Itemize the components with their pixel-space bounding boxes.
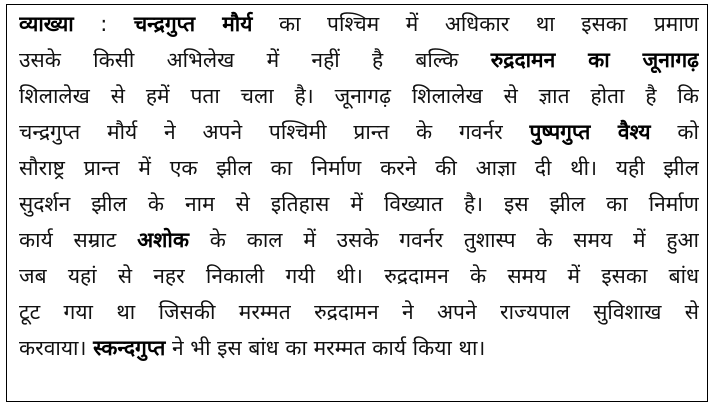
- bold-pushyagupta-vaishya: पुष्पगुप्त वैश्य: [529, 120, 651, 144]
- line-5-text: सौराष्ट्र प्रान्त में एक झील का निर्माण करने की आज्ञा दी थी। यही झील: [19, 156, 699, 180]
- paragraph-line-5: [19, 151, 699, 185]
- label-explanation: व्याख्या: [19, 12, 74, 36]
- line-10-text: करवाया।: [19, 336, 94, 360]
- paragraph-line-10: [19, 331, 699, 365]
- line-8-text: जब यहां से नहर निकाली गयी थी। रुद्रदामन के समय में इसका बांध: [19, 264, 699, 288]
- line-1-colon: :: [73, 12, 134, 36]
- paragraph-line-4: [19, 115, 699, 149]
- line-1-rest: का पश्चिम में अधिकार था इसका प्रमाण: [252, 12, 699, 36]
- line-6-text: सुदर्शन झील के नाम से इतिहास में विख्यात है। इस झील का निर्माण: [19, 192, 699, 216]
- paragraph-line-2: [19, 43, 699, 77]
- line-3-text: शिलालेख से हमें पता चला है। जूनागढ़ शिलालेख से ज्ञात होता है कि: [19, 84, 699, 108]
- paragraph-line-9: [19, 295, 699, 329]
- line-7-rest: के काल में उसके गवर्नर तुशास्प के समय में हुआ: [189, 228, 699, 252]
- bold-chandragupta-maurya: चन्द्रगुप्त मौर्य: [133, 12, 253, 36]
- paragraph-line-3: [19, 79, 699, 113]
- line-9-text: टूट गया था जिसकी मरम्मत रुद्रदामन ने अपने राज्यपाल सुविशाख से: [19, 300, 699, 324]
- line-2-text: उसके किसी अभिलेख में नहीं है बल्कि: [19, 48, 491, 72]
- paragraph-line-6: [19, 187, 699, 221]
- paragraph-line-8: [19, 259, 699, 293]
- text-document: [6, 4, 708, 402]
- line-4-rest: को: [650, 120, 699, 144]
- line-7-text: कार्य सम्राट: [19, 228, 138, 252]
- line-4-text: चन्द्रगुप्त मौर्य ने अपने पश्चिमी प्रान्त के गवर्नर: [19, 120, 530, 144]
- paragraph-line-1: [19, 7, 699, 41]
- bold-ashoka: अशोक: [137, 228, 190, 252]
- paragraph-line-7: [19, 223, 699, 257]
- line-10-rest: ने भी इस बांध का मरम्मत कार्य किया था।: [165, 336, 486, 360]
- bold-rudradaman-junagadh: रुद्रदामन का जूनागढ़: [490, 48, 699, 72]
- bold-skandagupta: स्कन्दगुप्त: [93, 336, 166, 360]
